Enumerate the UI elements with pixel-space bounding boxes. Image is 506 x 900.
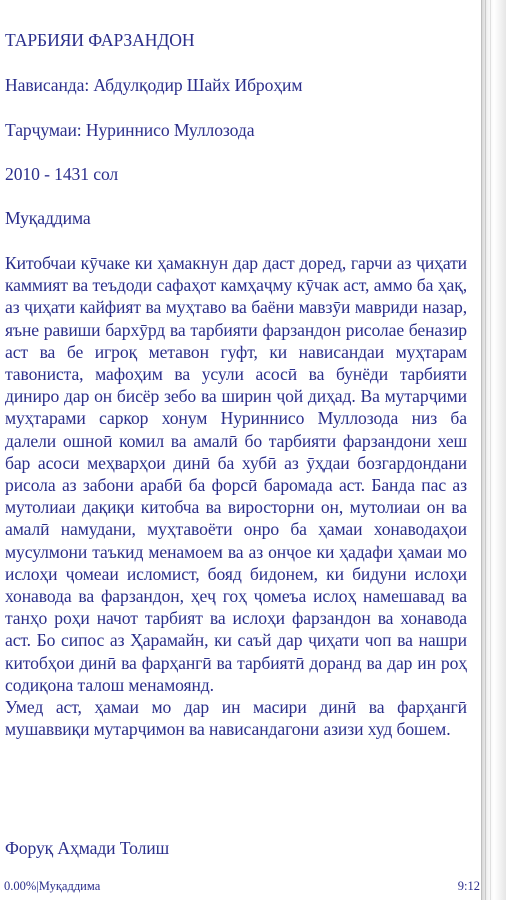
reading-progress: 0.00%|Муқаддима: [4, 879, 101, 893]
body-text: [5, 252, 467, 740]
author-line: Нависанда: Абдулқодир Шайх Иброҳим: [5, 75, 303, 95]
book-title: ТАРБИЯИ ФАРЗАНДОН: [5, 30, 195, 50]
section-heading: Муқаддима: [5, 208, 91, 228]
body-paragraph-2: Умед аст, ҳамаи мо дар ин масири динӣ ва фарҳангӣ мушаввиқи мутарҷимон ва нависандагони азизи худ бошем.: [5, 697, 467, 740]
status-bar: [0, 874, 484, 900]
clock: 9:12: [457, 879, 480, 893]
translator-line: Тарҷумаи: Нуриннисо Муллозода: [5, 120, 255, 140]
year-line: 2010 - 1431 сол: [5, 164, 119, 184]
page-curl-edge[interactable]: [481, 0, 506, 900]
signature-line: Форуқ Аҳмади Толиш: [5, 838, 170, 858]
body-paragraph: Китобчаи кӯчаке ки ҳамакнун дар даст доред, гарчи аз ҷиҳати каммият ва теъдоди сафаҳот камҳаҷму кӯчак аст, аммо ба ҳақ, аз ҷиҳати кайфият ва муҳтаво ва баёни мавзӯи мавриди назар, яъне равиши бархӯрд ва тарбияти фарзандон рисолае беназир аст ва бе игроқ метавон гуфт, ки нависандаи муҳтарам тавониста, мафоҳим ва усули асосӣ ва бунёди тарбияти диниро дар он бисёр зебо ва ширин ҷой диҳад. Ва мутарҷими муҳтарами саркор хонум Нуриннисо Муллозода низ ба далели ошноӣ комил ва амалӣ бо тарбияти фарзандони хеш бар асоси меҳварҳои динӣ ба хубӣ аз ӯҳдаи бозгардондани рисола аз забони арабӣ ба форсӣ баромада аст. Банда пас аз мутолиаи дақиқи китобча ва виросторни он, мутолиаи он ва амалӣ намудани, муҳтавоёти онро ба ҳамаи хонаводаҳои мусулмони таъкид менамоем ва аз онҷое ки ҳадафи ҳамаи мо ислоҳи ҷомеаи исломист, бояд бидонем, ки бидуни ислоҳи хонавода ва фарзандон, ҳеҷ гоҳ ҷомеъа ислоҳ намешавад ва танҳо роҳи начот тарбият ва ислоҳи фарзандон ва хонавода аст. Бо сипос аз Ҳарамайн, ки саъй дар ҷиҳати чоп ва нашри китобҳои динӣ ва фарҳангӣ ва тарбиятӣ доранд ва дар ин роҳ содиқона талош менамоянд.: [5, 253, 467, 695]
